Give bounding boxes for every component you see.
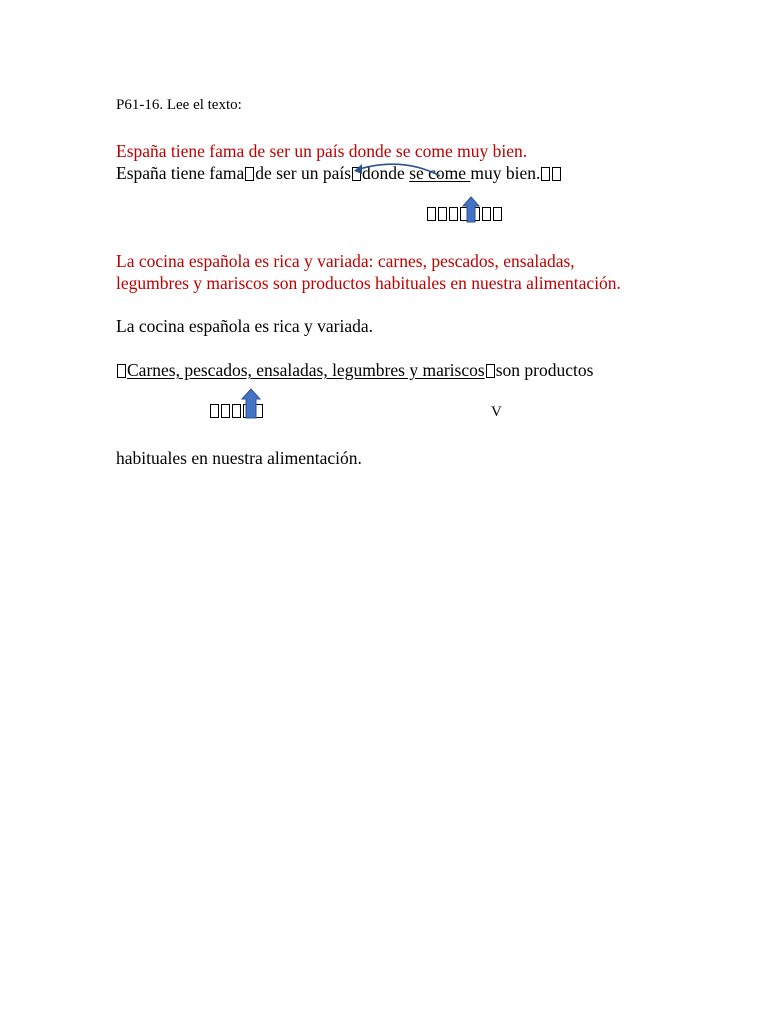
curved-arrow-head-icon (354, 164, 362, 174)
verb-mark: V (491, 404, 502, 420)
sentence-2-end: habituales en nuestra alimentación. (116, 448, 362, 468)
sentence-2-plain: La cocina española es rica y variada. (116, 316, 374, 336)
segment-donde: donde (362, 163, 410, 183)
sentence-2-red-line-1: La cocina española es rica y variada: carnes, pescados, ensaladas, (116, 251, 575, 271)
up-arrow-icon (463, 197, 479, 222)
sentence-2-red-line-2: legumbres y mariscos son productos habituales en nuestra alimentación. (116, 273, 621, 293)
up-arrow-icon (242, 389, 260, 418)
segment-muy-bien: muy bien. (470, 163, 541, 183)
subject-underlined: Carnes, pescados, ensaladas, legumbres y mariscos (127, 360, 485, 380)
segment-son-productos: son productos (495, 360, 594, 380)
segment-espana-tiene-fama: España tiene fama (116, 163, 245, 183)
exercise-title: P61-16. Lee el texto: (116, 97, 242, 113)
segment-de-ser-un-pais: de ser un país (255, 163, 352, 183)
segment-se-come: se come (409, 163, 471, 183)
sentence-1-red: España tiene fama de ser un país donde se come muy bien. (116, 141, 528, 161)
curved-arrow-icon (356, 164, 440, 176)
